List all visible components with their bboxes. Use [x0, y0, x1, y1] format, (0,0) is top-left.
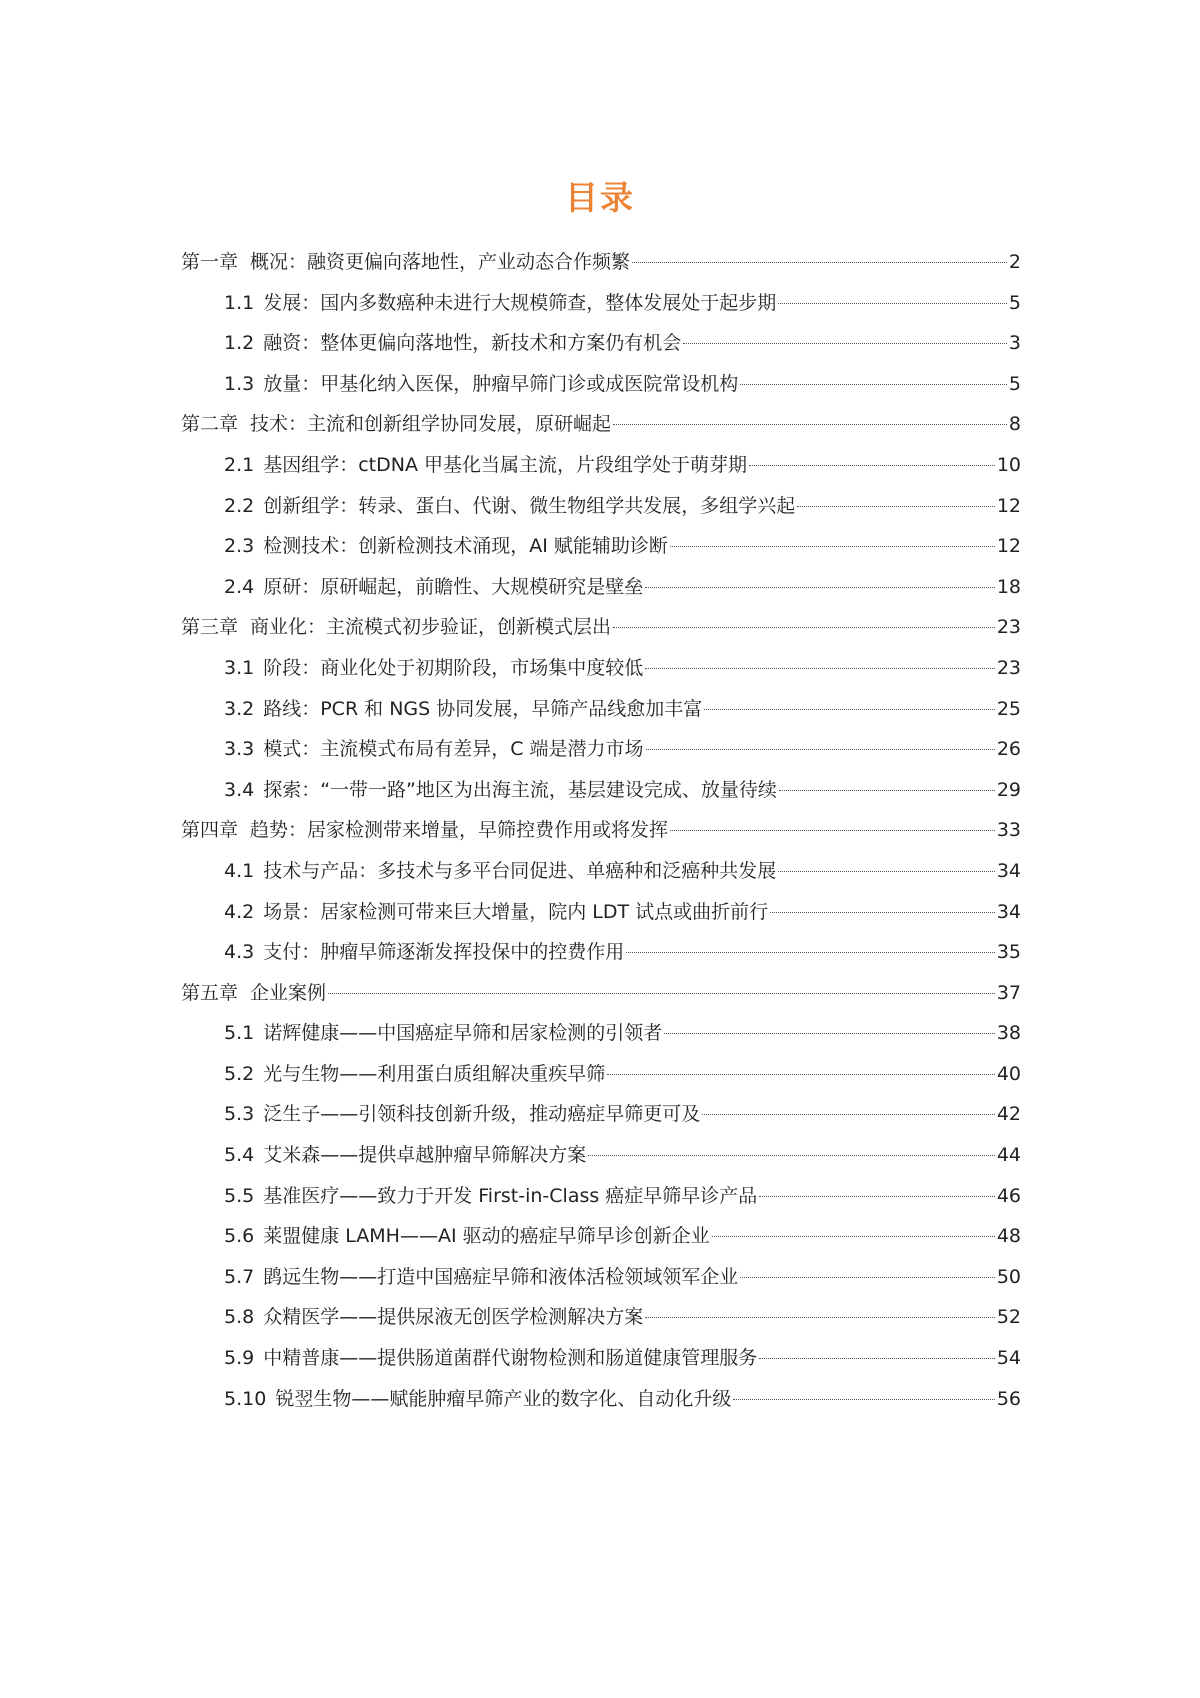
toc-dot-leader [702, 1114, 995, 1115]
toc-entry-title: 企业案例 [250, 981, 327, 1004]
toc-section-entry[interactable] [181, 1263, 1021, 1304]
toc-section-entry[interactable] [181, 938, 1021, 979]
toc-page-number: 29 [996, 778, 1021, 801]
toc-page-number: 8 [1008, 413, 1021, 436]
toc-page-number: 18 [996, 575, 1021, 598]
toc-page-number: 3 [1008, 332, 1021, 355]
toc-entry-number: 第二章 [181, 413, 239, 436]
toc-entry-title: 技术：主流和创新组学协同发展，原研崛起 [250, 413, 612, 436]
toc-page-number: 33 [996, 819, 1021, 842]
toc-entry-title: 检测技术：创新检测技术涌现，AI 赋能辅助诊断 [263, 535, 668, 558]
toc-entry-title: 模式：主流模式布局有差异，C 端是潜力市场 [263, 738, 644, 761]
toc-section-entry[interactable] [181, 1222, 1021, 1263]
toc-dot-leader [778, 303, 1007, 304]
toc-entry-number: 4.2 [224, 900, 255, 923]
toc-entry-number: 第五章 [181, 981, 239, 1004]
toc-dot-leader [645, 1317, 995, 1318]
toc-dot-leader [770, 912, 995, 913]
toc-dot-leader [670, 830, 995, 831]
toc-section-entry[interactable] [181, 1344, 1021, 1385]
toc-page-number: 37 [996, 981, 1021, 1004]
toc-entry-title: 诺辉健康——中国癌症早筛和居家检测的引领者 [263, 1022, 663, 1045]
toc-dot-leader [646, 749, 995, 750]
toc-dot-leader [670, 546, 995, 547]
toc-dot-leader [733, 1399, 994, 1400]
toc-page-number: 54 [996, 1347, 1021, 1370]
toc-entry-number: 2.2 [224, 494, 255, 517]
toc-entry-title: 艾米森——提供卓越肿瘤早筛解决方案 [263, 1144, 587, 1167]
toc-entry-title: 莱盟健康 LAMH——AI 驱动的癌症早筛早诊创新企业 [263, 1225, 710, 1248]
toc-page-number: 34 [996, 859, 1021, 882]
toc-entry-number: 5.6 [224, 1225, 255, 1248]
toc-page-number: 52 [996, 1306, 1021, 1329]
toc-entry-title: 光与生物——利用蛋白质组解决重疾早筛 [263, 1062, 606, 1085]
toc-entry-title: 融资：整体更偏向落地性，新技术和方案仍有机会 [263, 332, 682, 355]
toc-dot-leader [779, 790, 995, 791]
toc-entry-title: 原研：原研崛起，前瞻性、大规模研究是壁垒 [263, 575, 644, 598]
toc-dot-leader [664, 1033, 995, 1034]
toc-entry-number: 3.2 [224, 697, 255, 720]
toc-dot-leader [632, 262, 1007, 263]
toc-entry-number: 5.3 [224, 1103, 255, 1126]
toc-entry-title: 发展：国内多数癌种未进行大规模筛查，整体发展处于起步期 [263, 291, 777, 314]
toc-section-entry[interactable] [181, 1100, 1021, 1141]
toc-entry-number: 5.4 [224, 1144, 255, 1167]
toc-section-entry[interactable] [181, 492, 1021, 533]
toc-page-number: 38 [996, 1022, 1021, 1045]
toc-page-number: 40 [996, 1062, 1021, 1085]
toc-page-number: 46 [996, 1184, 1021, 1207]
toc-entry-number: 3.3 [224, 738, 255, 761]
toc-dot-leader [607, 1074, 995, 1075]
toc-chapter-entry[interactable] [181, 613, 1021, 654]
toc-section-entry[interactable] [181, 329, 1021, 370]
toc-entry-number: 5.5 [224, 1184, 255, 1207]
toc-section-entry[interactable] [181, 573, 1021, 614]
toc-page-number: 48 [996, 1225, 1021, 1248]
toc-entry-title: 路线：PCR 和 NGS 协同发展，早筛产品线愈加丰富 [263, 697, 703, 720]
toc-page-number: 50 [996, 1265, 1021, 1288]
toc-title: 目录 [565, 178, 635, 218]
toc-entry-title: 基准医疗——致力于开发 First-in-Class 癌症早筛早诊产品 [263, 1184, 758, 1207]
toc-dot-leader [740, 384, 1007, 385]
toc-entry-number: 2.1 [224, 453, 255, 476]
toc-dot-leader [759, 1196, 995, 1197]
toc-entry-number: 5.8 [224, 1306, 255, 1329]
toc-dot-leader [712, 1236, 995, 1237]
toc-entry-title: 阶段：商业化处于初期阶段，市场集中度较低 [263, 656, 644, 679]
toc-section-entry[interactable] [181, 1141, 1021, 1182]
toc-section-entry[interactable] [181, 1019, 1021, 1060]
toc-entry-number: 3.4 [224, 778, 255, 801]
toc-dot-leader [588, 1155, 995, 1156]
toc-page-number: 25 [996, 697, 1021, 720]
toc-dot-leader [645, 587, 995, 588]
toc-entry-title: 探索：“一带一路”地区为出海主流，基层建设完成、放量待续 [263, 778, 777, 801]
toc-page-number: 56 [996, 1387, 1021, 1410]
toc-page-number: 12 [996, 535, 1021, 558]
toc-entry-title: 创新组学：转录、蛋白、代谢、微生物组学共发展，多组学兴起 [263, 494, 796, 517]
toc-entry-title: 泛生子——引领科技创新升级，推动癌症早筛更可及 [263, 1103, 701, 1126]
toc-dot-leader [613, 424, 1007, 425]
toc-dot-leader [613, 627, 995, 628]
toc-dot-leader [797, 506, 995, 507]
toc-entry-number: 第四章 [181, 819, 239, 842]
toc-dot-leader [778, 871, 995, 872]
toc-section-entry[interactable] [181, 370, 1021, 411]
toc-section-entry[interactable] [181, 776, 1021, 817]
toc-section-entry[interactable] [181, 695, 1021, 736]
toc-entry-title: 放量：甲基化纳入医保，肿瘤早筛门诊或成医院常设机构 [263, 372, 739, 395]
toc-entry-title: 概况：融资更偏向落地性，产业动态合作频繁 [250, 251, 631, 273]
toc-entry-number: 1.2 [224, 332, 255, 355]
toc-entry-number: 第三章 [181, 616, 239, 639]
toc-dot-leader [683, 343, 1007, 344]
toc-entry-number: 2.4 [224, 575, 255, 598]
toc-entry-title: 基因组学：ctDNA 甲基化当属主流，片段组学处于萌芽期 [263, 453, 747, 476]
toc-page-number: 5 [1008, 372, 1021, 395]
toc-page-number: 2 [1008, 251, 1021, 273]
toc-section-entry[interactable] [181, 1385, 1021, 1426]
toc-entry-title: 众精医学——提供尿液无创医学检测解决方案 [263, 1306, 644, 1329]
toc-entry-number: 3.1 [224, 656, 255, 679]
toc-entry-title: 鹍远生物——打造中国癌症早筛和液体活检领域领军企业 [263, 1265, 739, 1288]
toc-entry-title: 商业化：主流模式初步验证，创新模式层出 [250, 616, 612, 639]
toc-entry-title: 趋势：居家检测带来增量，早筛控费作用或将发挥 [250, 819, 669, 842]
toc-entry-title: 技术与产品：多技术与多平台同促进、单癌种和泛癌种共发展 [263, 859, 777, 882]
toc-dot-leader [626, 952, 995, 953]
toc-section-entry[interactable] [181, 898, 1021, 939]
toc-section-entry[interactable] [181, 654, 1021, 695]
toc-chapter-entry[interactable] [181, 979, 1021, 1020]
table-of-contents [181, 248, 1021, 1425]
toc-section-entry[interactable] [181, 857, 1021, 898]
toc-section-entry[interactable] [181, 1060, 1021, 1101]
toc-page-number: 26 [996, 738, 1021, 761]
toc-entry-title: 支付：肿瘤早筛逐渐发挥投保中的控费作用 [263, 941, 625, 964]
toc-dot-leader [645, 668, 995, 669]
toc-section-entry[interactable] [181, 532, 1021, 573]
toc-page-number: 23 [996, 616, 1021, 639]
toc-entry-number: 5.2 [224, 1062, 255, 1085]
toc-section-entry[interactable] [181, 1182, 1021, 1223]
toc-dot-leader [759, 1358, 995, 1359]
toc-dot-leader [704, 709, 995, 710]
toc-section-entry[interactable] [181, 1303, 1021, 1344]
toc-entry-number: 1.1 [224, 291, 255, 314]
toc-entry-title: 锐翌生物——赋能肿瘤早筛产业的数字化、自动化升级 [275, 1387, 732, 1410]
toc-chapter-entry[interactable] [181, 248, 1021, 289]
toc-dot-leader [740, 1277, 995, 1278]
toc-entry-title: 中精普康——提供肠道菌群代谢物检测和肠道健康管理服务 [263, 1347, 758, 1370]
toc-entry-number: 5.1 [224, 1022, 255, 1045]
toc-section-entry[interactable] [181, 289, 1021, 330]
toc-section-entry[interactable] [181, 451, 1021, 492]
toc-page-number: 35 [996, 941, 1021, 964]
toc-dot-leader [749, 465, 995, 466]
toc-page-number: 5 [1008, 291, 1021, 314]
toc-entry-title: 场景：居家检测可带来巨大增量，院内 LDT 试点或曲折前行 [263, 900, 769, 923]
toc-page-number: 42 [996, 1103, 1021, 1126]
toc-chapter-entry[interactable] [181, 410, 1021, 451]
toc-entry-number: 2.3 [224, 535, 255, 558]
toc-section-entry[interactable] [181, 735, 1021, 776]
toc-chapter-entry[interactable] [181, 816, 1021, 857]
toc-page-number: 44 [996, 1144, 1021, 1167]
toc-entry-number: 4.3 [224, 941, 255, 964]
toc-entry-number: 1.3 [224, 372, 255, 395]
toc-entry-number: 4.1 [224, 859, 255, 882]
toc-entry-number: 5.9 [224, 1347, 255, 1370]
toc-entry-number: 5.7 [224, 1265, 255, 1288]
toc-entry-number: 第一章 [181, 251, 239, 273]
toc-page-number: 10 [996, 453, 1021, 476]
toc-dot-leader [328, 993, 995, 994]
toc-page-number: 12 [996, 494, 1021, 517]
toc-page-number: 34 [996, 900, 1021, 923]
toc-entry-number: 5.10 [224, 1387, 267, 1410]
toc-page-number: 23 [996, 656, 1021, 679]
